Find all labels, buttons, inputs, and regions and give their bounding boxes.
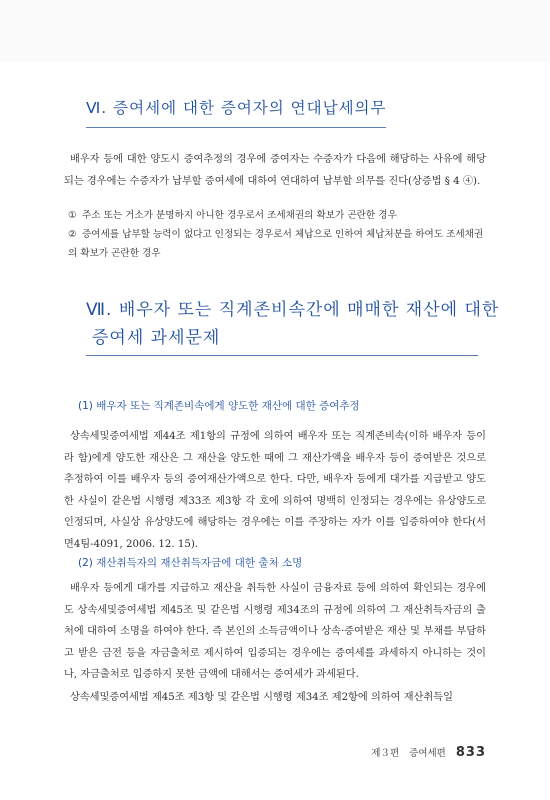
footer-section: 증여세편	[409, 748, 446, 759]
footer-part: 제３편	[371, 748, 400, 759]
page-number: 833	[455, 745, 486, 760]
subsection-2-heading: (2) 재산취득자의 재산취득자금에 대한 출처 소명	[78, 557, 303, 569]
subsection-2-body-2: 상속세및증여세법 제45조 제3항 및 같은법 시행령 제34조 제2항에 의하여 재산취득일	[70, 692, 453, 703]
list-item	[68, 225, 486, 263]
section-6-title-rule	[86, 127, 386, 128]
section-7-title	[86, 296, 499, 352]
subsection-1-heading: (1) 배우자 또는 직계존비속에게 양도한 재산에 대한 증여추정	[78, 400, 360, 412]
list-item-number: ②	[68, 229, 77, 240]
subsection-2-body-1: 배우자 등에게 대가를 지급하고 재산을 취득한 사실이 금융자료 등에 의하여 확인되는 경우에도 상속세및증여세법 제45조 및 같은법 시행령 제34조의 규정에 의하여 그 재산취득자금의 출처에 대하여 소명을 하여야 한다. 즉 본인의 소득금액이나 상속·증여받은 재산 및 부채를 부담하고 받은 금전 등을 자금출처로 제시하여 입증되는 경우에는 증여세를 과세하지 아니하는 것이나, 자금출처로 입증하지 못한 금액에 대해서는 증여세가 과세된다.	[64, 583, 486, 680]
section-7-title-line-2: 증여세 과세문제	[92, 328, 221, 348]
page-footer	[371, 745, 486, 760]
section-6-title: Ⅵ. 증여세에 대한 증여자의 연대납세의무	[86, 99, 387, 117]
list-item	[68, 206, 486, 225]
subsection-1-body: 상속세및증여세법 제44조 제1항의 규정에 의하여 배우자 또는 직계존비속(이하 배우자 등이라 함)에게 양도한 재산은 그 재산을 양도한 때에 그 재산가액을 배우자 등이 증여받은 것으로 추정하여 이를 배우자 등의 증여재산가액으로 한다. 다만, 배우자 등에게 대가를 지급받고 양도한 사실이 같은법 시행령 제33조 제3항 각 호에 의하여 명백히 인정되는 경우에는 유상양도로 인정되며, 사실상 유상양도에 해당하는 경우에는 이를 주장하는 자가 이를 입증하여야 한다(서면4팀-4091, 2006. 12. 15).	[64, 431, 486, 550]
list-item-text: 증여세를 납부할 능력이 없다고 인정되는 경우로서 체납으로 인하여 체납처분을 하여도 조세채권의 확보가 곤란한 경우	[68, 229, 484, 259]
section-7-title-line-1: Ⅶ. 배우자 또는 직계존비속간에 매매한 재산에 대한	[86, 300, 500, 320]
section-7-title-rule	[86, 355, 478, 356]
list-item-text: 주소 또는 거소가 분명하지 아니한 경우로서 조세채권의 확보가 곤란한 경우	[82, 210, 397, 221]
section-6-intro: 배우자 등에 대한 양도시 증여추정의 경우에 증여자는 수증자가 다음에 해당하는 사유에 해당되는 경우에는 수증자가 납부할 증여세에 대하여 연대하여 납부할 의무를 진다(상증법 § 4 ④).	[64, 154, 486, 187]
list-item-number: ①	[68, 210, 77, 221]
header-band	[0, 0, 550, 62]
